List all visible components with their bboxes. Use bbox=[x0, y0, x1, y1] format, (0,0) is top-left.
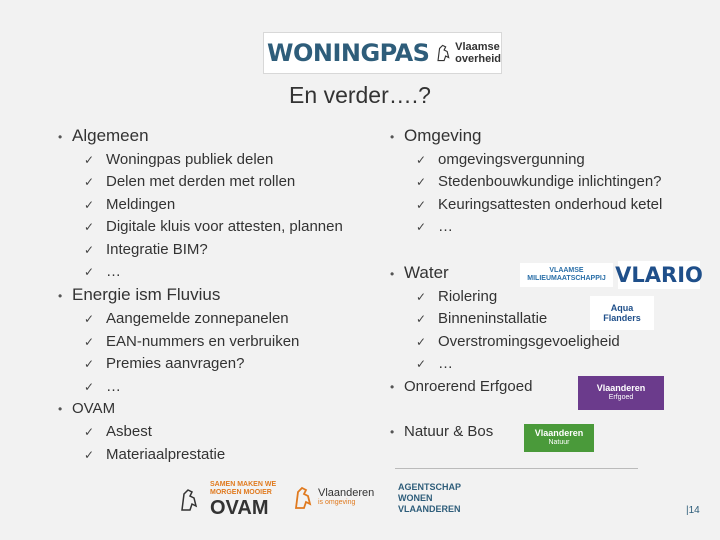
list-item: ✓ … bbox=[84, 378, 121, 395]
checkmark-icon: ✓ bbox=[84, 198, 95, 212]
checkmark-icon: ✓ bbox=[416, 153, 427, 167]
list-item: ✓ … bbox=[84, 263, 121, 280]
footer-divider bbox=[395, 468, 638, 469]
checkmark-icon: ✓ bbox=[84, 175, 95, 189]
checkmark-icon: ✓ bbox=[416, 220, 427, 234]
aquaflanders-logo: Aqua Flanders bbox=[590, 296, 654, 330]
bullet: • bbox=[58, 289, 63, 303]
vlaanderen-omgeving-logo: Vlaanderen is omgeving bbox=[292, 482, 382, 514]
checkmark-icon: ✓ bbox=[84, 448, 95, 462]
onroerend-erfgoed-logo: Vlaanderen Erfgoed bbox=[578, 376, 664, 410]
list-item: ✓ … bbox=[416, 218, 453, 235]
checkmark-icon: ✓ bbox=[84, 357, 95, 371]
section-ovam: • OVAM bbox=[58, 400, 116, 417]
woningpas-logo bbox=[263, 32, 502, 74]
section-water: • Water bbox=[390, 263, 449, 282]
vmm-logo: VLAAMSE MILIEUMAATSCHAPPIJ bbox=[520, 263, 613, 287]
checkmark-icon: ✓ bbox=[84, 380, 95, 394]
list-item: ✓ Asbest bbox=[84, 423, 152, 440]
bullet: • bbox=[58, 130, 63, 144]
list-item: ✓ EAN-nummers en verbruiken bbox=[84, 333, 300, 350]
bullet: • bbox=[390, 130, 395, 144]
checkmark-icon: ✓ bbox=[84, 243, 95, 257]
section-algemeen: • Algemeen bbox=[58, 126, 149, 145]
flemish-lion-icon bbox=[435, 39, 452, 67]
list-item: ✓ Premies aanvragen? bbox=[84, 355, 245, 372]
flemish-lion-icon bbox=[292, 484, 314, 512]
checkmark-icon: ✓ bbox=[416, 357, 427, 371]
checkmark-icon: ✓ bbox=[84, 153, 95, 167]
list-item: ✓ Materiaalprestatie bbox=[84, 446, 226, 463]
section-omgeving: • Omgeving bbox=[390, 126, 482, 145]
vlaamse-overheid-label: Vlaamse overheid bbox=[455, 41, 501, 65]
checkmark-icon: ✓ bbox=[416, 312, 427, 326]
page-title: En verder….? bbox=[289, 82, 431, 108]
checkmark-icon: ✓ bbox=[84, 312, 95, 326]
flemish-lion-icon bbox=[178, 484, 200, 516]
natuur-bos-logo: Vlaanderen Natuur bbox=[524, 424, 594, 452]
checkmark-icon: ✓ bbox=[416, 198, 427, 212]
checkmark-icon: ✓ bbox=[416, 335, 427, 349]
section-natuur-bos: • Natuur & Bos bbox=[390, 423, 494, 440]
section-onroerend-erfgoed: • Onroerend Erfgoed bbox=[390, 378, 533, 395]
checkmark-icon: ✓ bbox=[416, 175, 427, 189]
list-item: ✓ Keuringsattesten onderhoud ketel bbox=[416, 196, 663, 213]
checkmark-icon: ✓ bbox=[416, 290, 427, 304]
checkmark-icon: ✓ bbox=[84, 335, 95, 349]
list-item: ✓ Woningpas publiek delen bbox=[84, 151, 274, 168]
list-item: ✓ Overstromingsgevoeligheid bbox=[416, 333, 620, 350]
list-item: ✓ Integratie BIM? bbox=[84, 241, 208, 258]
bullet: • bbox=[390, 267, 395, 281]
list-item: ✓ Meldingen bbox=[84, 196, 176, 213]
section-energie: • Energie ism Fluvius bbox=[58, 285, 221, 304]
list-item: ✓ Delen met derden met rollen bbox=[84, 173, 296, 190]
page-number: |14 bbox=[686, 505, 700, 516]
list-item: ✓ Binneninstallatie bbox=[416, 310, 548, 327]
woningpas-wordmark: WONINGPAS bbox=[267, 39, 430, 67]
checkmark-icon: ✓ bbox=[84, 425, 95, 439]
list-item: ✓ Riolering bbox=[416, 288, 498, 305]
list-item: ✓ omgevingsvergunning bbox=[416, 151, 585, 168]
checkmark-icon: ✓ bbox=[84, 265, 95, 279]
list-item: ✓ Digitale kluis voor attesten, plannen bbox=[84, 218, 343, 235]
vlario-logo: VLARIO bbox=[615, 263, 703, 287]
bullet: • bbox=[390, 380, 395, 394]
list-item: ✓ … bbox=[416, 355, 453, 372]
bullet: • bbox=[390, 425, 395, 439]
agentschap-wonen-logo: AGENTSCHAP WONEN VLAANDEREN bbox=[398, 482, 462, 514]
bullet: • bbox=[58, 402, 63, 416]
checkmark-icon: ✓ bbox=[84, 220, 95, 234]
ovam-logo: SAMEN MAKEN WE MORGEN MOOIER OVAM bbox=[178, 480, 278, 520]
list-item: ✓ Aangemelde zonnepanelen bbox=[84, 310, 289, 327]
list-item: ✓ Stedenbouwkundige inlichtingen? bbox=[416, 173, 662, 190]
